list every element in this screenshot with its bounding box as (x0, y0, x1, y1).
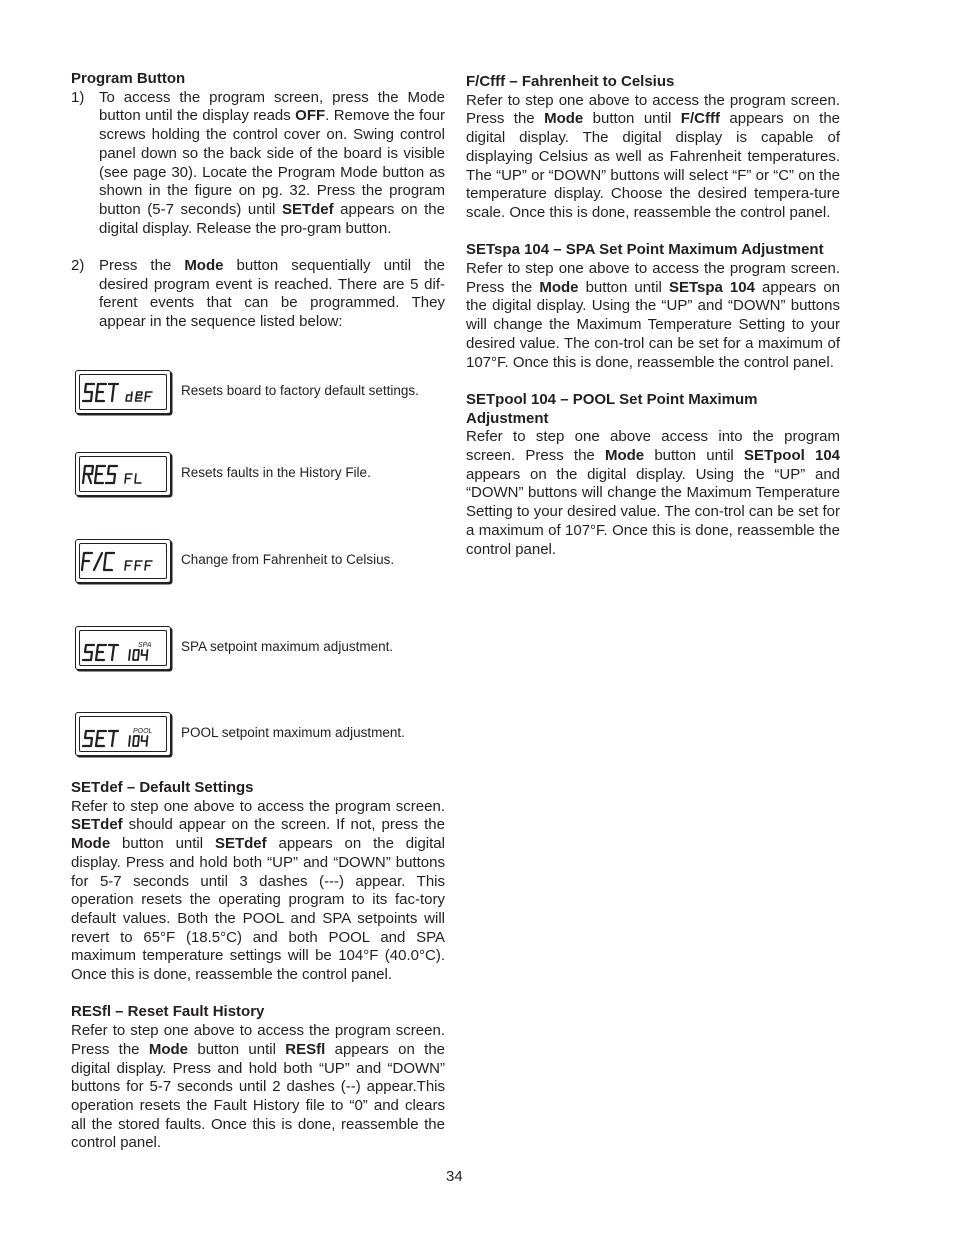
fcfff-heading: F/Cfff – Fahrenheit to Celsius (466, 73, 675, 90)
lcd-display-setpool (75, 712, 171, 756)
resfl-heading: RESfl – Reset Fault History (71, 1003, 265, 1021)
lcd-display-setspa (75, 626, 171, 670)
display-setdef-row (75, 370, 495, 416)
setdef-paragraph: Refer to step one above to access the program screen. SETdef should appear on the screen. If not, press the Mode button until SETdef appears on the digital display. Press and hold both “UP” and “DOWN” buttons for 5-7 seconds until 3 dashes (---) appear. This operation resets the operating program to its fac-tory default values. Both the POOL and SPA setpoints will revert to 65°F (18.5°C) and both POOL and SPA maximum temperature settings will be 104°F (40.0°C). Once this is done, reassemble the control panel. (71, 797, 445, 984)
svg-text:POOL: POOL (133, 728, 153, 735)
left-column-bottom (71, 779, 445, 1153)
lcd-segments-setspa (76, 627, 172, 671)
display-setpool-row (75, 712, 495, 758)
fcfff-paragraph: Refer to step one above to access the program screen. Press the Mode button until F/Cfff appears on the digital display. The digital display is capable of displaying Celsius as well as Fahrenheit temperatures. The “UP” or “DOWN” buttons will select “F” or “C” on the temperature display. Choose the desired tempera-ture scale. Once this is done, reassemble the control panel. (466, 91, 841, 221)
display-label-setdef: Resets board to factory default settings. (181, 383, 419, 398)
display-label-resfl: Resets faults in the History File. (181, 465, 371, 480)
lcd-segments-setpool (76, 713, 172, 757)
spacer (71, 238, 445, 257)
right-column (466, 73, 840, 559)
display-fcfff-row (75, 539, 495, 585)
setpool-paragraph: Refer to step one above access into the program screen. Press the Mode button until SETpool 104 appears on the digital display. Using the “UP” and “DOWN” buttons will change the Maximum Temperature Setting to your desired value. The con-trol can be set for a maximum of 107°F. Once this is done, reassemble the control panel. (466, 428, 840, 558)
left-column-top (71, 70, 445, 332)
resfl-paragraph: Refer to step one above to access the program screen. Press the Mode button until RESfl appears on the digital display. Press and hold both “UP” and “DOWN” buttons for 5-7 seconds until 2 dashes (--) appear.This operation resets the Fault History file to “0” and clears all the stored faults. Once this is done, reassemble the control panel. (71, 1022, 445, 1152)
step-2: 2) Press the Mode button sequentially until the desired program event is reached. There are 5 dif-ferent events that can be programmed. They appear in the sequence listed below: (71, 257, 445, 331)
step-1: 1) To access the program screen, press the Mode button until the display reads OFF. Remove the four screws holding the control cover on. Swing control panel down so the back side of the board is visible (see page 30). Locate the Program Mode button as shown in the figure on pg. 32. Press the program button (5-7 seconds) until SETdef appears on the digital display. Release the pro-gram button. (71, 88, 445, 237)
svg-text:SPA: SPA (138, 642, 152, 649)
lcd-segments-resfl (76, 453, 172, 497)
lcd-display-fcfff (75, 539, 171, 583)
setdef-heading: SETdef – Default Settings (71, 779, 254, 796)
setspa-paragraph: Refer to step one above to access the program screen. Press the Mode button until SETspa 104 appears on the digital display. Using the “UP” and “DOWN” buttons will change the Maximum Temperature Setting to your desired value. The con-trol can be set for a maximum of 107°F. Once this is done, reassemble the control panel. (466, 260, 840, 371)
display-label-setpool: POOL setpoint maximum adjustment. (181, 725, 405, 740)
lcd-segments-setdef (76, 371, 172, 415)
display-label-fcfff: Change from Fahrenheit to Celsius. (181, 552, 395, 567)
display-setspa-row (75, 626, 495, 672)
program-steps (71, 89, 445, 332)
setpool-heading: SETpool 104 – POOL Set Point Maximum Adjustment (466, 390, 758, 427)
display-label-setspa: SPA setpoint maximum adjustment. (181, 639, 394, 654)
setspa-heading: SETspa 104 – SPA Set Point Maximum Adjustment (466, 241, 824, 259)
display-resfl-row (75, 452, 495, 498)
page-number: 34 (446, 1168, 463, 1185)
lcd-display-resfl (75, 452, 171, 496)
program-button-heading: Program Button (71, 70, 186, 87)
lcd-display-setdef (75, 370, 171, 414)
lcd-segments-fcfff (76, 540, 172, 584)
